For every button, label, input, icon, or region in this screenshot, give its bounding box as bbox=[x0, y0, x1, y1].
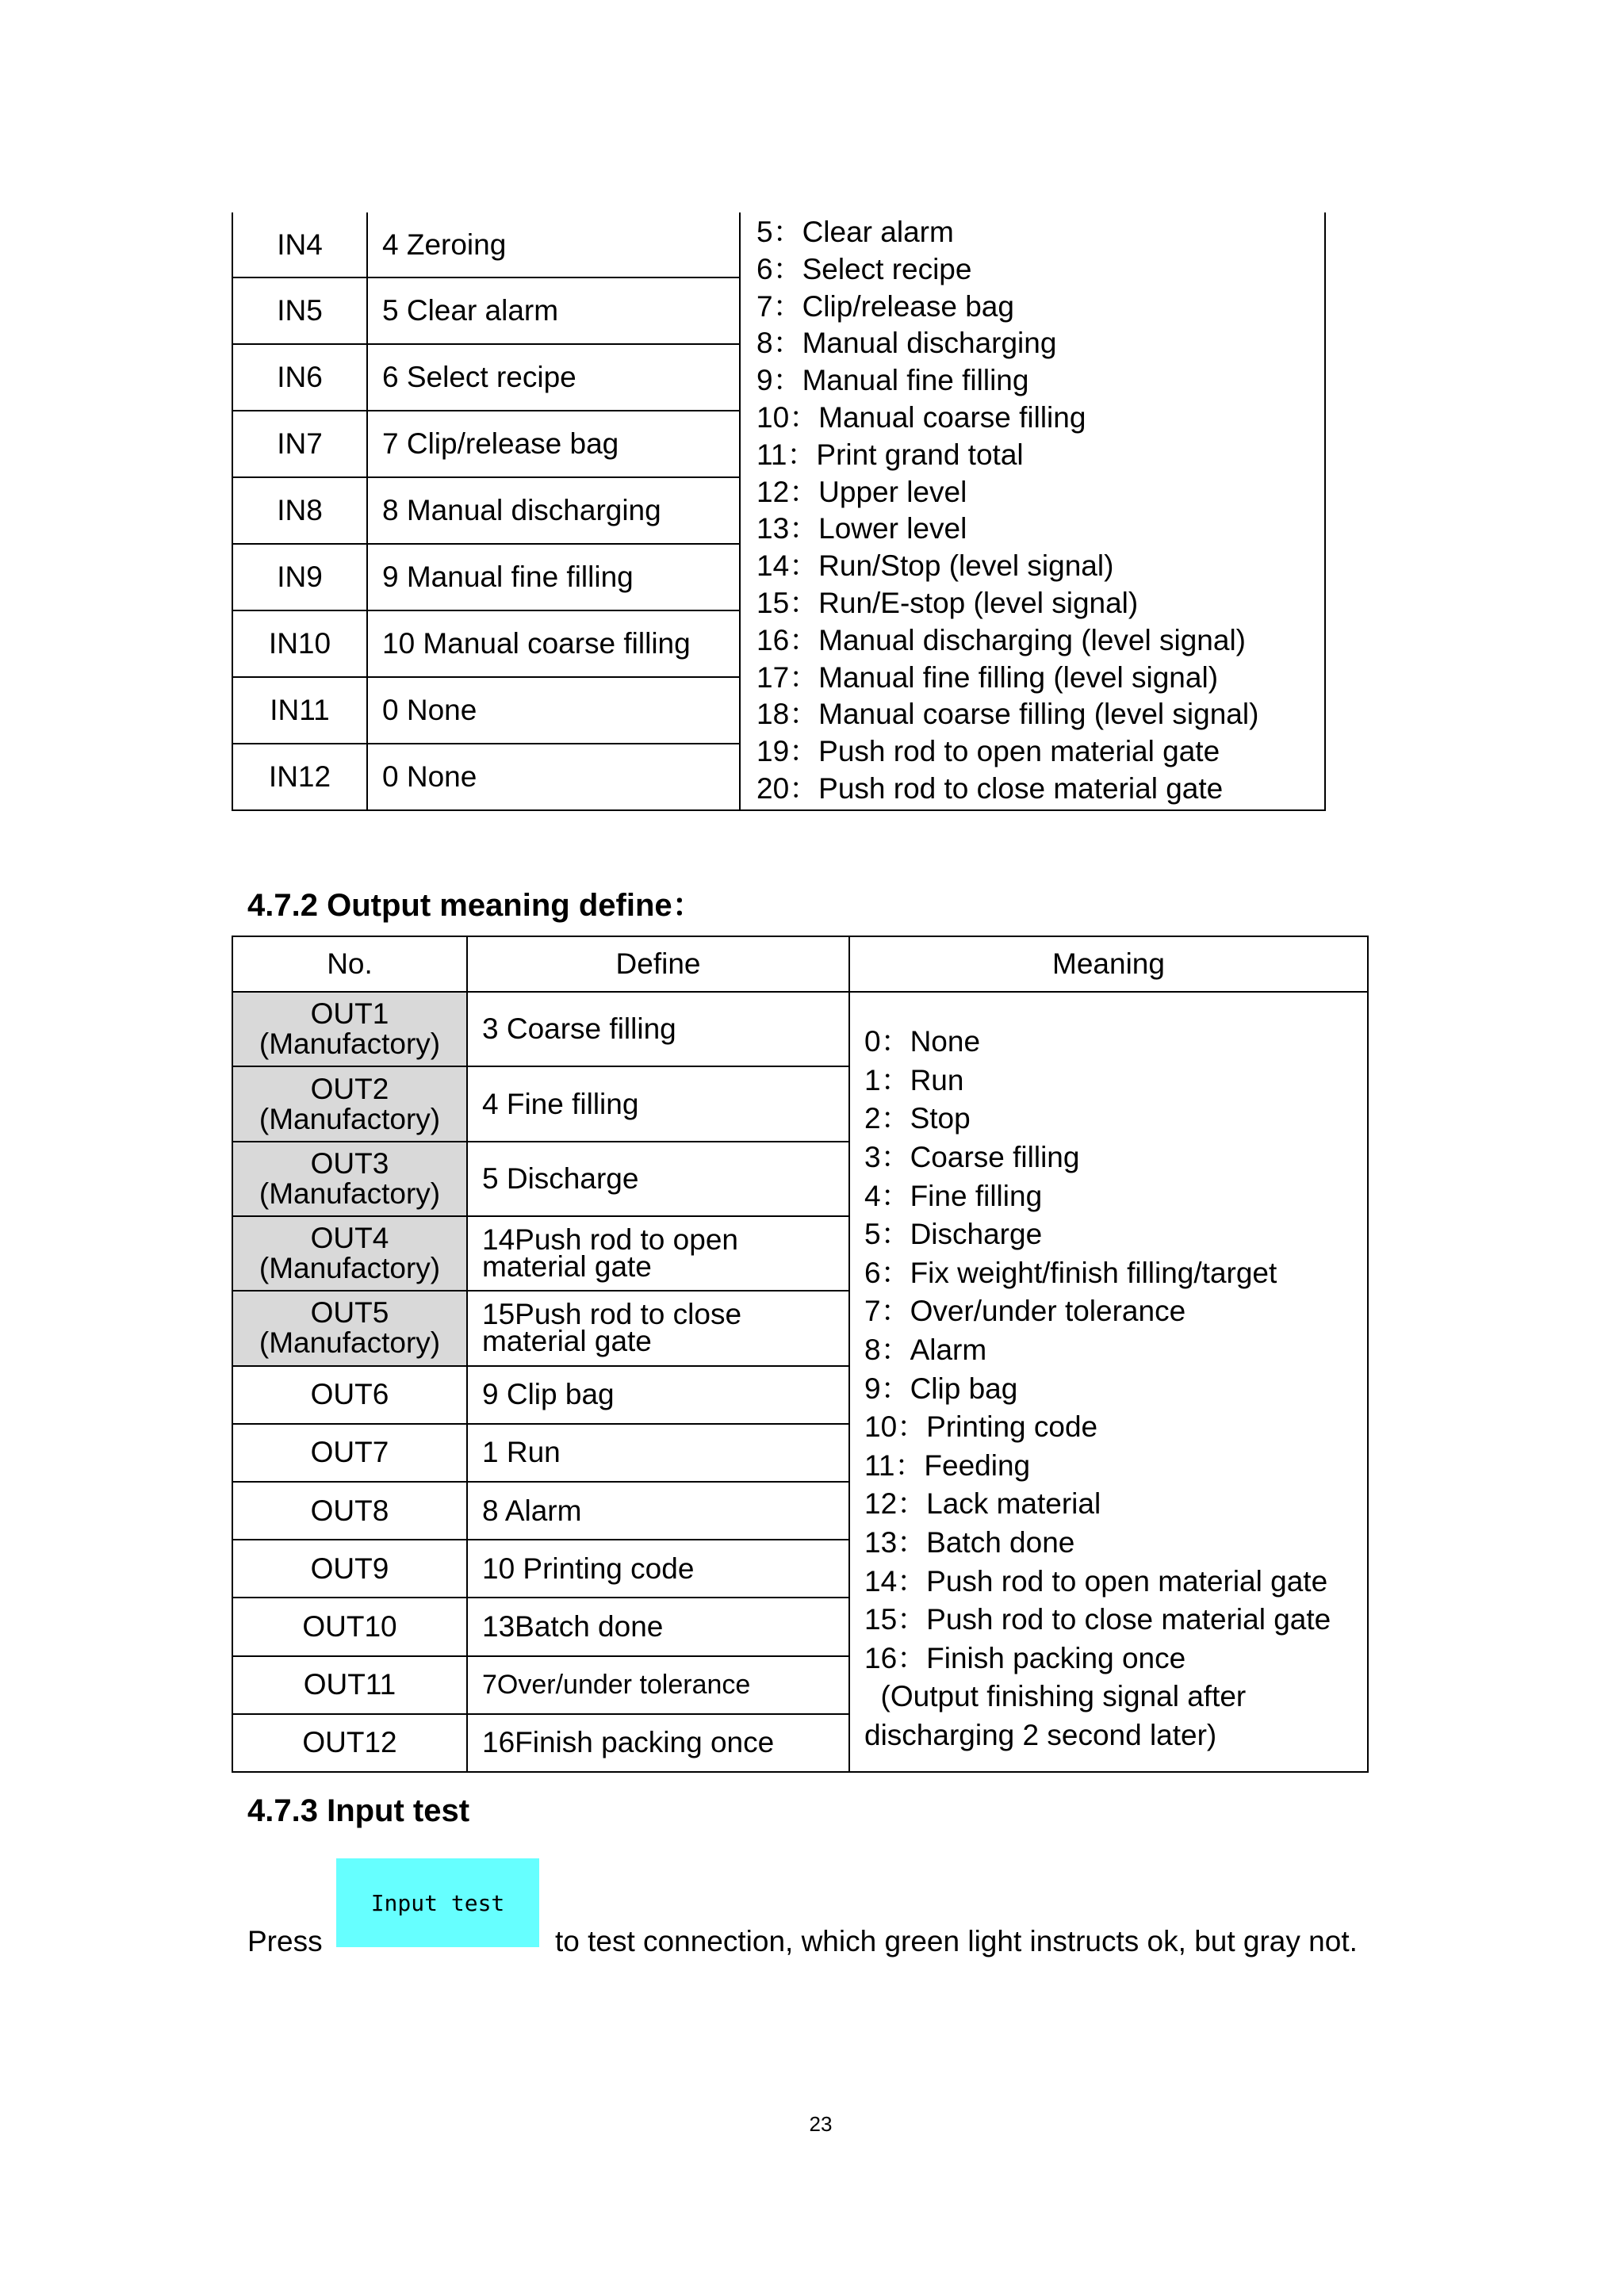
output-no-cell bbox=[232, 1424, 467, 1482]
input-meaning-item: 13：Lower level bbox=[756, 512, 967, 545]
input-define-cell: 0 None bbox=[367, 744, 740, 810]
output-no-line: OUT6 bbox=[310, 1378, 389, 1411]
output-define-cell bbox=[467, 1598, 849, 1655]
input-define-cell: 6 Select recipe bbox=[367, 344, 740, 411]
output-define-cell bbox=[467, 992, 849, 1066]
input-no-cell: IN11 bbox=[232, 677, 367, 744]
output-no-line: OUT3 bbox=[310, 1146, 389, 1180]
output-no-line: OUT8 bbox=[310, 1494, 389, 1527]
output-define-line: material gate bbox=[482, 1325, 652, 1358]
output-meaning-item: 1：Run bbox=[864, 1063, 964, 1096]
input-no-cell: IN9 bbox=[232, 544, 367, 610]
output-define-line: 7Over/under tolerance bbox=[482, 1669, 751, 1700]
output-meaning-item: 6：Fix weight/finish filling/target bbox=[864, 1256, 1277, 1289]
output-no-line: (Manufactory) bbox=[259, 1326, 441, 1360]
input-meaning-item: 11：Print grand total bbox=[756, 438, 1024, 471]
input-meaning-item: 14：Run/Stop (level signal) bbox=[756, 549, 1114, 583]
header-meaning: Meaning bbox=[849, 936, 1368, 992]
output-define-cell bbox=[467, 1366, 849, 1424]
output-no-line: (Manufactory) bbox=[259, 1102, 441, 1135]
output-no-cell bbox=[232, 1216, 467, 1291]
output-define-line: 14Push rod to open bbox=[482, 1223, 738, 1257]
output-define-line: 15Push rod to close bbox=[482, 1298, 742, 1331]
output-define-line: material gate bbox=[482, 1250, 652, 1284]
output-no-line: OUT12 bbox=[302, 1726, 397, 1759]
output-meaning-item: discharging 2 second later) bbox=[864, 1718, 1217, 1751]
input-meaning-item: 6：Select recipe bbox=[756, 252, 972, 285]
input-test-button[interactable] bbox=[336, 1858, 539, 1947]
output-meaning-item: 5：Discharge bbox=[864, 1218, 1043, 1251]
input-no-cell: IN5 bbox=[232, 277, 367, 344]
output-meaning-item: 15：Push rod to close material gate bbox=[864, 1603, 1331, 1636]
output-no-cell bbox=[232, 1142, 467, 1216]
output-define-cell bbox=[467, 1656, 849, 1714]
output-define-cell bbox=[467, 1291, 849, 1365]
output-define-line: 13Batch done bbox=[482, 1609, 664, 1643]
output-define-cell bbox=[467, 1482, 849, 1540]
output-no-cell bbox=[232, 1482, 467, 1540]
output-meaning-item: 4：Fine filling bbox=[864, 1179, 1043, 1212]
output-define-line: 10 Printing code bbox=[482, 1552, 695, 1585]
input-meaning-item: 15：Run/E-stop (level signal) bbox=[756, 586, 1139, 619]
input-no-cell: IN10 bbox=[232, 610, 367, 677]
input-no-cell: IN12 bbox=[232, 744, 367, 810]
input-test-heading: 4.7.3 Input test bbox=[247, 1793, 470, 1828]
output-define-cell bbox=[467, 1216, 849, 1291]
input-define-cell: 7 Clip/release bag bbox=[367, 411, 740, 477]
output-define-line: 3 Coarse filling bbox=[482, 1012, 676, 1046]
input-define-cell: 4 Zeroing bbox=[367, 212, 740, 277]
input-meaning-list bbox=[740, 212, 1325, 810]
input-define-table bbox=[232, 212, 1326, 811]
output-table-row bbox=[232, 992, 1368, 1066]
input-test-button-label: Input test bbox=[370, 1889, 505, 1916]
input-meaning-item: 20：Push rod to close material gate bbox=[756, 771, 1224, 805]
output-meaning-item: 9：Clip bag bbox=[864, 1372, 1018, 1405]
output-meaning-list bbox=[849, 992, 1368, 1772]
input-meaning-item: 8：Manual discharging bbox=[756, 327, 1057, 360]
output-table-header-row bbox=[232, 936, 1368, 992]
output-meaning-item: 7：Over/under tolerance bbox=[864, 1295, 1186, 1328]
output-no-cell bbox=[232, 1366, 467, 1424]
output-no-cell bbox=[232, 1066, 467, 1141]
output-no-cell bbox=[232, 1598, 467, 1655]
output-define-line: 4 Fine filling bbox=[482, 1087, 639, 1120]
input-meaning-item: 10：Manual coarse filling bbox=[756, 400, 1086, 434]
output-define-line: 8 Alarm bbox=[482, 1494, 582, 1527]
output-define-line: 16Finish packing once bbox=[482, 1726, 775, 1759]
output-no-line: (Manufactory) bbox=[259, 1252, 441, 1285]
output-meaning-item: 0：None bbox=[864, 1025, 981, 1058]
output-table-body bbox=[232, 936, 1368, 1772]
output-meaning-item: 12：Lack material bbox=[864, 1487, 1101, 1521]
output-no-line: OUT7 bbox=[310, 1436, 389, 1469]
output-define-table bbox=[232, 936, 1369, 1773]
output-no-line: OUT11 bbox=[303, 1668, 396, 1701]
input-meaning-item: 7：Clip/release bag bbox=[756, 289, 1014, 323]
output-no-line: OUT5 bbox=[310, 1296, 389, 1330]
input-no-cell: IN7 bbox=[232, 411, 367, 477]
output-no-line: (Manufactory) bbox=[259, 1177, 441, 1210]
output-meaning-item: 13：Batch done bbox=[864, 1525, 1075, 1559]
input-define-cell: 5 Clear alarm bbox=[367, 277, 740, 344]
output-no-line: OUT4 bbox=[310, 1222, 389, 1255]
input-meaning-item: 9：Manual fine filling bbox=[756, 364, 1029, 397]
output-define-cell bbox=[467, 1066, 849, 1141]
input-no-cell: IN8 bbox=[232, 477, 367, 544]
input-define-cell: 8 Manual discharging bbox=[367, 477, 740, 544]
output-meaning-item: 11：Feeding bbox=[864, 1448, 1031, 1482]
page-number: 23 bbox=[809, 2112, 833, 2136]
output-no-cell bbox=[232, 1656, 467, 1714]
header-define: Define bbox=[467, 936, 849, 992]
output-define-line: 1 Run bbox=[482, 1436, 561, 1469]
output-no-cell bbox=[232, 992, 467, 1066]
input-meaning-item: 19：Push rod to open material gate bbox=[756, 735, 1220, 768]
input-meaning-item: 5：Clear alarm bbox=[756, 216, 954, 248]
input-table-row bbox=[232, 212, 1325, 277]
input-table-body bbox=[232, 212, 1325, 810]
input-meaning-item: 18：Manual coarse filling (level signal) bbox=[756, 698, 1259, 731]
output-no-line: (Manufactory) bbox=[259, 1027, 441, 1061]
input-define-cell: 0 None bbox=[367, 677, 740, 744]
output-meaning-heading: 4.7.2 Output meaning define： bbox=[247, 888, 704, 923]
output-no-line: OUT10 bbox=[302, 1609, 397, 1643]
header-no: No. bbox=[232, 936, 467, 992]
output-meaning-item: 14：Push rod to open material gate bbox=[864, 1564, 1328, 1598]
input-meaning-item: 17：Manual fine filling (level signal) bbox=[756, 660, 1219, 694]
output-no-line: OUT1 bbox=[310, 997, 389, 1031]
output-define-line: 5 Discharge bbox=[482, 1161, 639, 1195]
output-meaning-item: (Output finishing signal after bbox=[864, 1680, 1247, 1713]
input-define-cell: 9 Manual fine filling bbox=[367, 544, 740, 610]
output-meaning-item: 10：Printing code bbox=[864, 1410, 1098, 1444]
output-no-cell bbox=[232, 1291, 467, 1365]
input-define-cell: 10 Manual coarse filling bbox=[367, 610, 740, 677]
output-define-cell bbox=[467, 1142, 849, 1216]
output-define-cell bbox=[467, 1714, 849, 1772]
output-meaning-item: 16：Finish packing once bbox=[864, 1641, 1186, 1674]
output-no-cell bbox=[232, 1540, 467, 1598]
input-test-description: to test connection, which green light instructs ok, but gray not. bbox=[555, 1925, 1358, 1957]
output-meaning-item: 2：Stop bbox=[864, 1102, 971, 1135]
input-no-cell: IN6 bbox=[232, 344, 367, 411]
input-meaning-item: 12：Upper level bbox=[756, 475, 967, 508]
output-define-line: 9 Clip bag bbox=[482, 1378, 615, 1411]
output-define-cell bbox=[467, 1540, 849, 1598]
output-meaning-item: 3：Coarse filling bbox=[864, 1140, 1080, 1173]
output-no-line: OUT2 bbox=[310, 1072, 389, 1105]
output-meaning-item: 8：Alarm bbox=[864, 1333, 987, 1366]
input-meaning-item: 16：Manual discharging (level signal) bbox=[756, 623, 1246, 656]
output-define-cell bbox=[467, 1424, 849, 1482]
input-no-cell: IN4 bbox=[232, 212, 367, 277]
output-no-cell bbox=[232, 1714, 467, 1772]
output-no-line: OUT9 bbox=[310, 1552, 389, 1585]
press-text: Press bbox=[247, 1925, 323, 1957]
